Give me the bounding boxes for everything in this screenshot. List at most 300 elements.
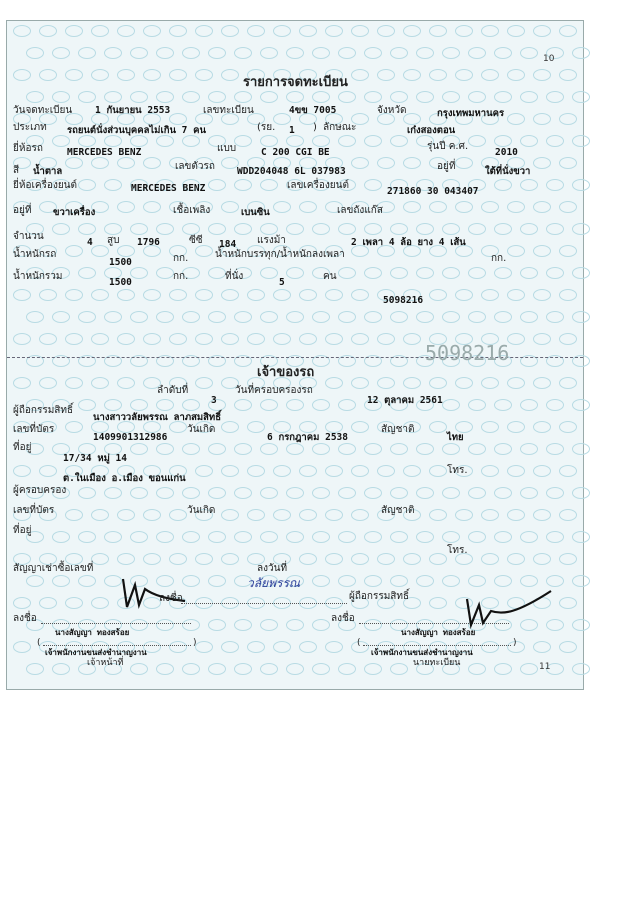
pattern-mark <box>78 223 96 235</box>
possessor-id-label: เลขที่บัตร <box>13 505 55 516</box>
pattern-mark <box>572 531 590 543</box>
body-value: เก๋งสองตอน <box>407 125 456 136</box>
pattern-mark <box>533 509 551 521</box>
weight-label: น้ำหนักรถ <box>13 249 57 260</box>
pattern-mark <box>377 553 395 565</box>
pattern-mark <box>195 465 213 477</box>
possess-date-value: 12 ตุลาคม 2561 <box>367 395 443 406</box>
right-officer-title: นายทะเบียน <box>413 658 461 668</box>
pattern-mark <box>65 25 83 37</box>
pattern-mark <box>65 289 83 301</box>
pattern-mark <box>416 267 434 279</box>
pattern-mark <box>143 509 161 521</box>
pattern-mark <box>286 267 304 279</box>
pattern-mark <box>299 509 317 521</box>
hp-value: 184 <box>219 239 237 250</box>
pattern-mark <box>65 69 83 81</box>
pattern-mark <box>559 641 577 653</box>
pattern-mark <box>286 619 304 631</box>
pattern-mark <box>520 531 538 543</box>
left-officer-role: เจ้าพนักงานขนส่งชำนาญงาน <box>45 648 147 657</box>
pattern-mark <box>546 91 564 103</box>
page-number-top: 10 <box>543 54 555 64</box>
pattern-mark <box>481 69 499 81</box>
pattern-mark <box>468 47 486 59</box>
pattern-mark <box>286 663 304 675</box>
pattern-mark <box>104 223 122 235</box>
pattern-mark <box>39 597 57 609</box>
pattern-mark <box>507 245 525 257</box>
pattern-mark <box>559 597 577 609</box>
year-value: 2010 <box>495 147 518 158</box>
pattern-mark <box>546 267 564 279</box>
pattern-mark <box>403 333 421 345</box>
pattern-mark <box>364 531 382 543</box>
year-label: รุ่นปี ค.ศ. <box>427 141 469 152</box>
pattern-mark <box>117 245 135 257</box>
pattern-mark <box>416 223 434 235</box>
pattern-mark <box>169 553 187 565</box>
rs-value: 1 <box>289 125 295 136</box>
dob-label: วันเกิด <box>187 424 216 435</box>
pattern-mark <box>533 25 551 37</box>
pattern-mark <box>65 333 83 345</box>
pattern-mark <box>39 377 57 389</box>
seats-value: 5 <box>279 277 285 288</box>
pattern-mark <box>507 377 525 389</box>
pattern-mark <box>390 531 408 543</box>
pattern-mark <box>169 509 187 521</box>
pattern-mark <box>403 201 421 213</box>
pattern-mark <box>260 135 278 147</box>
pattern-mark <box>507 421 525 433</box>
pattern-mark <box>104 487 122 499</box>
left-name-line <box>43 645 191 646</box>
pattern-mark <box>260 311 278 323</box>
pattern-mark <box>429 25 447 37</box>
pattern-mark <box>507 553 525 565</box>
pattern-mark <box>169 289 187 301</box>
pattern-mark <box>312 487 330 499</box>
pattern-mark <box>143 553 161 565</box>
holder-sign-caption: ผู้ถือกรรมสิทธิ์ <box>349 591 410 602</box>
pattern-mark <box>338 663 356 675</box>
pattern-mark <box>494 487 512 499</box>
pattern-mark <box>416 443 434 455</box>
pattern-mark <box>546 575 564 587</box>
pattern-mark <box>143 69 161 81</box>
pattern-mark <box>247 25 265 37</box>
holder-value: นางสาววลัยพรรณ ลาภสมสิทธิ์ <box>93 412 221 423</box>
pattern-mark <box>572 487 590 499</box>
pattern-mark <box>78 267 96 279</box>
pattern-mark <box>494 663 512 675</box>
pattern-mark <box>481 201 499 213</box>
pattern-mark <box>260 179 278 191</box>
pattern-mark <box>286 531 304 543</box>
seats-label: ที่นั่ง <box>225 271 244 282</box>
pattern-mark <box>494 399 512 411</box>
pattern-mark <box>481 289 499 301</box>
pattern-mark <box>13 377 31 389</box>
pattern-mark <box>286 311 304 323</box>
pattern-mark <box>364 47 382 59</box>
pattern-mark <box>13 465 31 477</box>
model-value: C 200 CGI BE <box>261 147 330 158</box>
pattern-mark <box>351 509 369 521</box>
pattern-mark <box>312 399 330 411</box>
pattern-mark <box>13 597 31 609</box>
pattern-mark <box>520 135 538 147</box>
id-value: 1409901312986 <box>93 432 168 443</box>
pattern-mark <box>364 223 382 235</box>
body-label: ลักษณะ <box>323 122 357 133</box>
pattern-mark <box>325 509 343 521</box>
pattern-mark <box>559 553 577 565</box>
pattern-mark <box>260 267 278 279</box>
pattern-mark <box>520 487 538 499</box>
pattern-mark <box>481 509 499 521</box>
type-label: ประเภท <box>13 122 47 133</box>
reg-date-value: 1 กันยายน 2553 <box>95 105 171 116</box>
pattern-mark <box>299 465 317 477</box>
pattern-mark <box>416 47 434 59</box>
pattern-mark <box>169 333 187 345</box>
serial-number: 5098216 <box>383 295 424 306</box>
pattern-mark <box>247 421 265 433</box>
pattern-mark <box>572 399 590 411</box>
possess-date-label: วันที่ครอบครองรถ <box>235 385 313 396</box>
pattern-mark <box>351 333 369 345</box>
pattern-mark <box>494 135 512 147</box>
pattern-mark <box>117 25 135 37</box>
axle-value: 2 เพลา 4 ล้อ ยาง 4 เส้น <box>351 237 466 248</box>
pattern-mark <box>325 465 343 477</box>
pattern-mark <box>494 575 512 587</box>
pattern-mark <box>312 311 330 323</box>
pattern-mark <box>494 223 512 235</box>
pattern-mark <box>182 223 200 235</box>
pattern-mark <box>468 663 486 675</box>
pattern-mark <box>533 421 551 433</box>
right-paren-open: ( <box>357 638 361 648</box>
pattern-mark <box>351 289 369 301</box>
pattern-mark <box>286 47 304 59</box>
right-officer-name: นางสัญญา ทองสร้อย <box>401 628 476 637</box>
pattern-mark <box>416 311 434 323</box>
pattern-mark <box>130 311 148 323</box>
pattern-mark <box>533 377 551 389</box>
pattern-mark <box>169 69 187 81</box>
pattern-mark <box>390 47 408 59</box>
pattern-mark <box>559 157 577 169</box>
pattern-mark <box>312 135 330 147</box>
pattern-mark <box>468 135 486 147</box>
pattern-mark <box>533 245 551 257</box>
pattern-mark <box>26 47 44 59</box>
pattern-mark <box>546 179 564 191</box>
left-officer-name: นางสัญญา ทองสร้อย <box>55 628 130 637</box>
pattern-mark <box>442 443 460 455</box>
pattern-mark <box>572 311 590 323</box>
brand-label: ยี่ห้อรถ <box>13 143 43 154</box>
pattern-mark <box>338 399 356 411</box>
pattern-mark <box>455 157 473 169</box>
pattern-mark <box>260 531 278 543</box>
pattern-mark <box>260 47 278 59</box>
pattern-mark <box>208 531 226 543</box>
pattern-mark <box>312 619 330 631</box>
pattern-mark <box>468 311 486 323</box>
pattern-mark <box>507 465 525 477</box>
pattern-mark <box>312 663 330 675</box>
pattern-mark <box>221 421 239 433</box>
pattern-mark <box>13 69 31 81</box>
pattern-mark <box>182 531 200 543</box>
pattern-mark <box>377 157 395 169</box>
pattern-mark <box>351 421 369 433</box>
pattern-mark <box>65 509 83 521</box>
pattern-mark <box>182 663 200 675</box>
pattern-mark <box>338 267 356 279</box>
pattern-mark <box>546 443 564 455</box>
province-label: จังหวัด <box>377 105 407 116</box>
cc-label: ซีซี <box>189 235 203 246</box>
pattern-mark <box>403 465 421 477</box>
nationality-label: สัญชาติ <box>381 424 415 435</box>
pattern-mark <box>494 531 512 543</box>
pattern-mark <box>39 69 57 81</box>
pattern-mark <box>416 531 434 543</box>
pattern-mark <box>195 641 213 653</box>
pattern-mark <box>507 201 525 213</box>
left-sign-label: ลงชื่อ <box>13 613 37 624</box>
pattern-mark <box>429 597 447 609</box>
pattern-mark <box>234 531 252 543</box>
pattern-mark <box>273 25 291 37</box>
officer-signature-2 <box>463 587 555 631</box>
pattern-mark <box>130 267 148 279</box>
pattern-mark <box>221 465 239 477</box>
pattern-mark <box>195 289 213 301</box>
pattern-mark <box>234 443 252 455</box>
pattern-mark <box>156 531 174 543</box>
pattern-mark <box>429 289 447 301</box>
pattern-mark <box>364 267 382 279</box>
right-paren-close: ) <box>513 638 517 648</box>
pattern-mark <box>221 25 239 37</box>
pattern-mark <box>104 531 122 543</box>
dob-value: 6 กรกฎาคม 2538 <box>267 432 348 443</box>
pattern-mark <box>325 333 343 345</box>
pattern-mark <box>208 223 226 235</box>
pattern-mark <box>572 443 590 455</box>
pattern-mark <box>143 201 161 213</box>
pattern-mark <box>403 69 421 81</box>
pattern-mark <box>169 25 187 37</box>
pattern-mark <box>299 333 317 345</box>
pattern-mark <box>273 201 291 213</box>
pattern-mark <box>234 487 252 499</box>
pattern-mark <box>156 91 174 103</box>
cc-value: 1796 <box>137 237 160 248</box>
pattern-mark <box>442 531 460 543</box>
pattern-mark <box>78 91 96 103</box>
pattern-mark <box>468 91 486 103</box>
fuel-label: เชื้อเพลิง <box>173 205 211 216</box>
pattern-mark <box>26 575 44 587</box>
registration-document <box>6 20 584 690</box>
pattern-mark <box>260 399 278 411</box>
pattern-mark <box>559 465 577 477</box>
pattern-mark <box>52 531 70 543</box>
pattern-mark <box>299 25 317 37</box>
pattern-mark <box>559 289 577 301</box>
pattern-mark <box>104 311 122 323</box>
pattern-mark <box>156 267 174 279</box>
pattern-mark <box>273 641 291 653</box>
reg-no-value: 4ขข 7005 <box>289 105 337 116</box>
pattern-mark <box>130 223 148 235</box>
pattern-mark <box>312 575 330 587</box>
rs-close: ) <box>313 122 317 133</box>
page-number-bottom: 11 <box>539 662 551 672</box>
id-label: เลขที่บัตร <box>13 424 55 435</box>
pattern-mark <box>260 663 278 675</box>
pattern-mark <box>494 179 512 191</box>
pattern-mark <box>130 619 148 631</box>
pattern-mark <box>364 443 382 455</box>
pattern-mark <box>325 553 343 565</box>
pattern-mark <box>481 641 499 653</box>
pattern-mark <box>559 113 577 125</box>
pattern-mark <box>208 487 226 499</box>
pattern-mark <box>78 487 96 499</box>
pattern-mark <box>429 509 447 521</box>
pattern-mark <box>39 333 57 345</box>
address-line-1: 17/34 หมู่ 14 <box>63 453 127 464</box>
pattern-mark <box>182 619 200 631</box>
pattern-mark <box>364 663 382 675</box>
gross-weight-unit: กก. <box>173 271 189 282</box>
pattern-mark <box>182 91 200 103</box>
pattern-mark <box>143 157 161 169</box>
pattern-mark <box>351 553 369 565</box>
pattern-mark <box>78 575 96 587</box>
pattern-mark <box>130 487 148 499</box>
pattern-mark <box>559 377 577 389</box>
pattern-mark <box>273 465 291 477</box>
pattern-mark <box>338 47 356 59</box>
pattern-mark <box>403 377 421 389</box>
pattern-mark <box>455 25 473 37</box>
pattern-mark <box>104 47 122 59</box>
pattern-mark <box>130 443 148 455</box>
address-label: ที่อยู่ <box>13 442 32 453</box>
holder-label: ผู้ถือกรรมสิทธิ์ <box>13 405 74 416</box>
pattern-mark <box>91 553 109 565</box>
pattern-mark <box>117 289 135 301</box>
pattern-mark <box>234 179 252 191</box>
pattern-mark <box>390 311 408 323</box>
pattern-mark <box>52 47 70 59</box>
pattern-mark <box>117 69 135 81</box>
pattern-mark <box>234 91 252 103</box>
pattern-mark <box>39 289 57 301</box>
pattern-mark <box>208 575 226 587</box>
pattern-mark <box>182 487 200 499</box>
pattern-mark <box>260 223 278 235</box>
pattern-mark <box>52 575 70 587</box>
cylinders-label: สูบ <box>107 235 120 246</box>
pattern-mark <box>39 25 57 37</box>
pattern-mark <box>442 575 460 587</box>
pattern-mark <box>481 553 499 565</box>
pattern-mark <box>156 311 174 323</box>
registration-title: รายการจดทะเบียน <box>243 75 348 90</box>
pattern-mark <box>247 333 265 345</box>
pattern-mark <box>442 267 460 279</box>
holder-sign-label: ลงชื่อ <box>159 593 183 604</box>
pattern-mark <box>195 553 213 565</box>
pattern-mark <box>546 399 564 411</box>
pattern-mark <box>572 619 590 631</box>
pattern-mark <box>481 465 499 477</box>
pattern-mark <box>169 641 187 653</box>
pattern-mark <box>156 619 174 631</box>
pattern-mark <box>39 465 57 477</box>
pattern-mark <box>325 25 343 37</box>
pattern-mark <box>91 377 109 389</box>
pattern-mark <box>221 553 239 565</box>
pattern-mark <box>520 91 538 103</box>
pattern-mark <box>559 245 577 257</box>
pattern-mark <box>429 69 447 81</box>
pattern-mark <box>546 311 564 323</box>
pattern-mark <box>494 443 512 455</box>
sequence-value: 3 <box>211 395 217 406</box>
pattern-mark <box>208 443 226 455</box>
pattern-mark <box>234 223 252 235</box>
pattern-mark <box>130 47 148 59</box>
pattern-mark <box>234 311 252 323</box>
hp-label: แรงม้า <box>257 235 286 246</box>
color-value: น้ำตาล <box>33 166 63 177</box>
pattern-mark <box>234 47 252 59</box>
pattern-mark <box>377 377 395 389</box>
pattern-mark <box>494 47 512 59</box>
pattern-mark <box>416 487 434 499</box>
pattern-mark <box>143 333 161 345</box>
pattern-mark <box>234 619 252 631</box>
pattern-mark <box>364 91 382 103</box>
pattern-mark <box>364 311 382 323</box>
pattern-mark <box>195 377 213 389</box>
possessor-dob-label: วันเกิด <box>187 505 216 516</box>
pattern-mark <box>26 663 44 675</box>
pattern-mark <box>286 443 304 455</box>
pattern-mark <box>338 531 356 543</box>
pattern-mark <box>533 113 551 125</box>
pattern-mark <box>299 289 317 301</box>
pattern-mark <box>403 553 421 565</box>
pattern-mark <box>455 69 473 81</box>
pattern-mark <box>325 377 343 389</box>
pattern-mark <box>468 267 486 279</box>
pattern-mark <box>507 113 525 125</box>
holder-sign-line <box>181 603 347 604</box>
pattern-mark <box>260 487 278 499</box>
